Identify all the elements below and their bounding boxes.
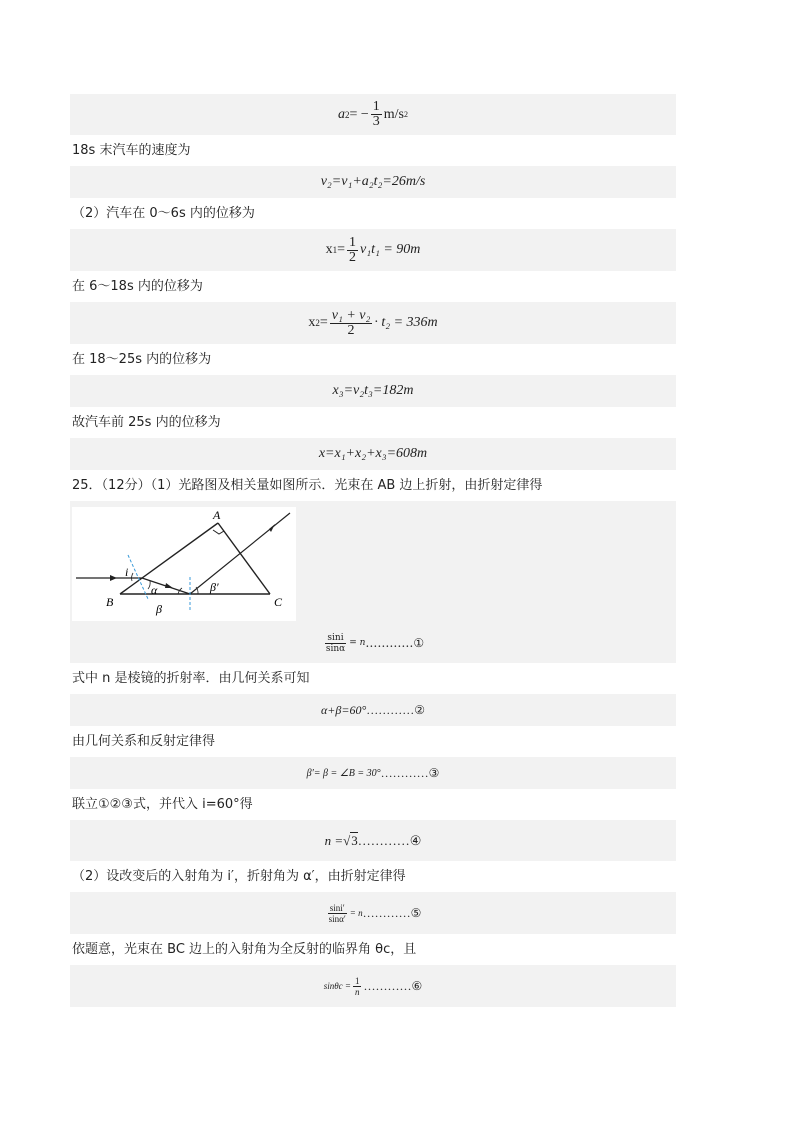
fraction: $\frac{1}{3}$: [372, 99, 380, 129]
exit-ray: [190, 513, 290, 594]
text-line: 式中 n 是棱镜的折射率．由几何关系可知: [72, 671, 310, 686]
angle-label-i: i: [125, 565, 129, 579]
angle-arc-i: [132, 573, 133, 581]
text-line: 由几何关系和反射定律得: [72, 734, 216, 749]
equation-3: β′= β = ∠B = 30° …………③: [70, 757, 676, 789]
text-line: 联立①②③式，并代入 i=60°得: [72, 797, 253, 812]
arrowhead: [165, 583, 173, 588]
text-line: 在 18～25s 内的位移为: [72, 352, 212, 367]
text-line: 依题意，光束在 BC 边上的入射角为全反射的临界角 θc，且: [72, 942, 417, 957]
text-line: （2）设改变后的入射角为 i′，折射角为 α′，由折射定律得: [72, 869, 406, 884]
equation-a2: a 2 = − $\frac{1}{3}$ m/s 2: [70, 94, 676, 135]
optics-diagram: [72, 507, 296, 621]
angle-label-beta: β: [156, 602, 162, 616]
fraction: $\frac{1}{2}$: [349, 234, 356, 265]
angle-label-alpha: α: [151, 583, 158, 597]
text-line: 故汽车前 25s 内的位移为: [72, 415, 221, 430]
equation-x2: x 2 = $\frac{\text{v₁ + v₂}}{2}$ · t₂ = 336m: [70, 302, 676, 344]
diagram-block: [70, 501, 676, 663]
equation-4: n = √ 3 …………④: [70, 820, 676, 861]
arrowhead: [269, 524, 275, 532]
vertex-label-b: B: [106, 595, 114, 609]
angle-label-beta-prime: β′: [210, 580, 219, 594]
document-page: [70, 94, 676, 1007]
fraction: $\frac{\text{v₁ + v₂}}{2}$: [331, 307, 371, 338]
text-line: （2）汽车在 0～6s 内的位移为: [72, 206, 255, 221]
equation-x: x=x₁+x₂+x₃=608m: [70, 438, 676, 470]
arrowhead: [110, 575, 117, 581]
text-line: 25．（12分）（1）光路图及相关量如图所示．光束在 AB 边上折射，由折射定律得: [72, 478, 543, 493]
angle-arc-alpha: [148, 581, 150, 589]
equation-5: $\frac{\sin i'}{\sin\alpha'}$ = n …………⑤: [70, 892, 676, 934]
equation-6: sinθc = $\frac{1}{n}$ …………⑥: [70, 965, 676, 1007]
fraction: $\frac{\sin i'}{\sin\alpha'}$: [328, 902, 346, 924]
vertex-label-a: A: [213, 508, 221, 522]
equation-x3: x₃=v₂t₃=182m: [70, 375, 676, 407]
right-angle-marker: [213, 530, 224, 534]
normal-ab: [128, 555, 148, 599]
equation-v2: v₂=v₁+a₂t₂=26m/s: [70, 166, 676, 198]
equation-x1: x 1 = $\frac{1}{2}$ v₁t₁ = 90m: [70, 229, 676, 271]
text-line: 在 6～18s 内的位移为: [72, 279, 203, 294]
equation-2: α+β=60° …………②: [70, 694, 676, 726]
text-line: 18s 末汽车的速度为: [72, 143, 191, 158]
fraction: $\frac{\sin i}{\sin\alpha}$: [325, 632, 346, 654]
edge-ac: [218, 523, 270, 594]
vertex-label-c: C: [274, 595, 283, 609]
equation-1: $\frac{\sin i}{\sin\alpha}$ = n …………①: [325, 632, 425, 654]
fraction: $\frac{1}{n}$: [354, 975, 360, 997]
